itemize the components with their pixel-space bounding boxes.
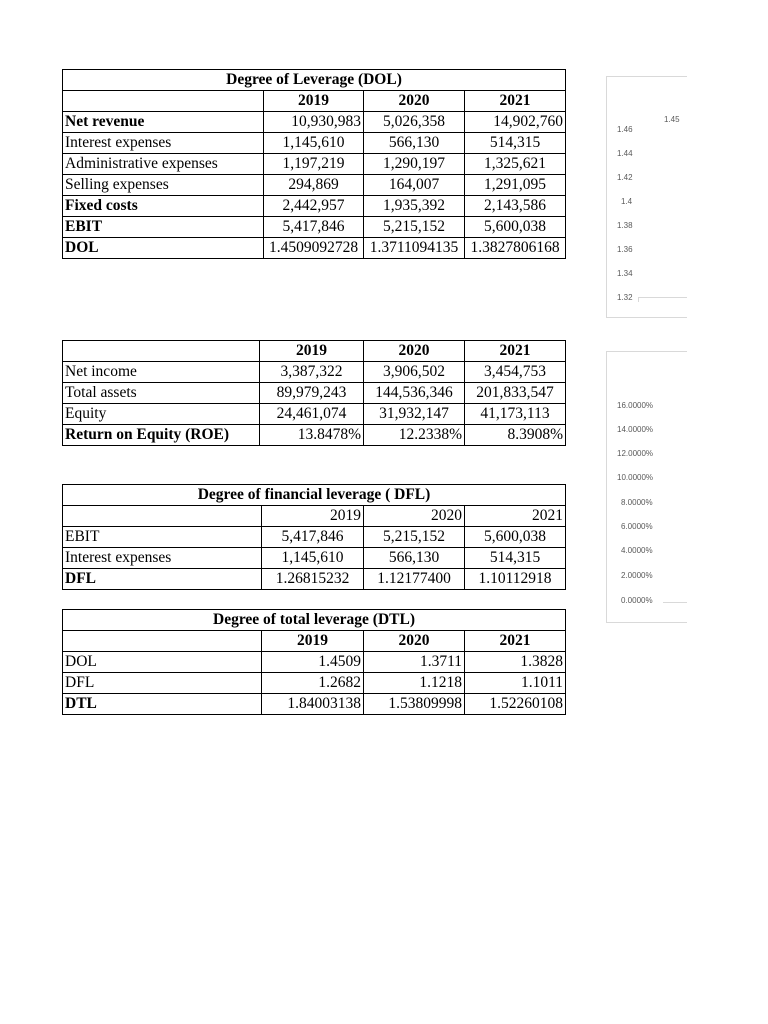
cell-value: 2,143,586 <box>465 196 566 217</box>
table-row <box>63 238 566 259</box>
dol-header-blank <box>63 91 264 112</box>
y-tick-label: 12.0000% <box>617 449 654 458</box>
cell-value: 31,932,147 <box>364 404 465 425</box>
cell-value: 5,215,152 <box>364 527 465 548</box>
dol-title-row <box>63 70 566 91</box>
cell-value: 24,461,074 <box>260 404 364 425</box>
dfl-header-row <box>63 506 566 527</box>
cell-value: 1.1011 <box>465 673 566 694</box>
dol-table <box>62 69 566 259</box>
cell-value: 1.3711094135 <box>364 238 465 259</box>
row-label: Total assets <box>63 383 260 404</box>
dol-year-2020: 2020 <box>364 91 465 112</box>
table-row <box>63 652 566 673</box>
y-tick-label: 6.0000% <box>621 522 653 531</box>
dfl-year-2021: 2021 <box>465 506 566 527</box>
table-row <box>63 425 566 446</box>
cell-value: 201,833,547 <box>465 383 566 404</box>
row-label: Return on Equity (ROE) <box>63 425 260 446</box>
cell-value: 1.10112918 <box>465 569 566 590</box>
dol-year-2021: 2021 <box>465 91 566 112</box>
y-tick-label: 1.4 <box>621 197 633 206</box>
y-tick-label: 1.36 <box>617 245 633 254</box>
table-row <box>63 548 566 569</box>
dtl-header-blank <box>63 631 262 652</box>
cell-value: 1,197,219 <box>264 154 364 175</box>
cell-value: 14,902,760 <box>465 112 566 133</box>
row-label: Net revenue <box>63 112 264 133</box>
dtl-header-row <box>63 631 566 652</box>
table-row <box>63 154 566 175</box>
y-tick-label: 1.38 <box>617 221 633 230</box>
cell-value: 12.2338% <box>364 425 465 446</box>
dtl-title: Degree of total leverage (DTL) <box>63 610 566 631</box>
y-tick-label: 1.46 <box>617 125 633 134</box>
cell-value: 5,417,846 <box>264 217 364 238</box>
table-row <box>63 196 566 217</box>
cell-value: 13.8478% <box>260 425 364 446</box>
row-label: DOL <box>63 238 264 259</box>
dfl-table <box>62 484 566 590</box>
roe-table <box>62 340 566 446</box>
dtl-title-row <box>63 610 566 631</box>
row-label: Equity <box>63 404 260 425</box>
dfl-year-2020: 2020 <box>364 506 465 527</box>
table-row <box>63 112 566 133</box>
cell-value: 1.4509 <box>262 652 364 673</box>
table-row <box>63 404 566 425</box>
cell-value: 8.3908% <box>465 425 566 446</box>
cell-value: 514,315 <box>465 133 566 154</box>
table-row <box>63 217 566 238</box>
cell-value: 1.3828 <box>465 652 566 673</box>
dol-year-2019: 2019 <box>264 91 364 112</box>
cell-value: 1,935,392 <box>364 196 465 217</box>
cell-value: 5,600,038 <box>465 527 566 548</box>
cell-value: 3,387,322 <box>260 362 364 383</box>
dol-title: Degree of Leverage (DOL) <box>63 70 566 91</box>
dtl-year-2021: 2021 <box>465 631 566 652</box>
row-label: DTL <box>63 694 262 715</box>
row-label: Interest expenses <box>63 133 264 154</box>
table-row <box>63 527 566 548</box>
cell-value: 5,215,152 <box>364 217 465 238</box>
y-tick-label: 14.0000% <box>617 425 654 434</box>
axis-tick <box>638 297 639 302</box>
cell-value: 294,869 <box>264 175 364 196</box>
row-label: DOL <box>63 652 262 673</box>
cell-value: 164,007 <box>364 175 465 196</box>
row-label: Selling expenses <box>63 175 264 196</box>
dfl-title-row <box>63 485 566 506</box>
roe-header-blank <box>63 341 260 362</box>
y-tick-label: 1.42 <box>617 173 633 182</box>
roe-header-row <box>63 341 566 362</box>
dtl-year-2019: 2019 <box>262 631 364 652</box>
y-tick-label: 2.0000% <box>621 571 653 580</box>
cell-value: 3,454,753 <box>465 362 566 383</box>
cell-value: 1.26815232 <box>262 569 364 590</box>
cell-value: 41,173,113 <box>465 404 566 425</box>
cell-value: 1.2682 <box>262 673 364 694</box>
cell-value: 1,325,621 <box>465 154 566 175</box>
cell-value: 1.1218 <box>364 673 465 694</box>
data-label: 1.45 <box>664 115 680 124</box>
roe-year-2019: 2019 <box>260 341 364 362</box>
row-label: DFL <box>63 569 262 590</box>
dfl-header-blank <box>63 506 262 527</box>
x-axis-line <box>638 297 687 298</box>
y-tick-label: 1.44 <box>617 149 633 158</box>
table-row <box>63 362 566 383</box>
cell-value: 5,600,038 <box>465 217 566 238</box>
table-row <box>63 175 566 196</box>
cell-value: 566,130 <box>364 133 465 154</box>
y-tick-label: 1.32 <box>617 293 633 302</box>
cell-value: 566,130 <box>364 548 465 569</box>
table-row <box>63 383 566 404</box>
row-label: Administrative expenses <box>63 154 264 175</box>
dtl-table <box>62 609 566 715</box>
y-tick-label: 1.34 <box>617 269 633 278</box>
cell-value: 5,417,846 <box>262 527 364 548</box>
x-axis-line <box>663 602 687 603</box>
cell-value: 3,906,502 <box>364 362 465 383</box>
cell-value: 1.3827806168 <box>465 238 566 259</box>
cell-value: 5,026,358 <box>364 112 465 133</box>
table-row <box>63 569 566 590</box>
y-tick-label: 0.0000% <box>621 596 653 605</box>
roe-year-2021: 2021 <box>465 341 566 362</box>
cell-value: 10,930,983 <box>264 112 364 133</box>
row-label: EBIT <box>63 217 264 238</box>
cell-value: 1.12177400 <box>364 569 465 590</box>
cell-value: 1,290,197 <box>364 154 465 175</box>
cell-value: 514,315 <box>465 548 566 569</box>
cell-value: 1,145,610 <box>262 548 364 569</box>
y-tick-label: 10.0000% <box>617 473 654 482</box>
cell-value: 1.52260108 <box>465 694 566 715</box>
dfl-year-2019: 2019 <box>262 506 364 527</box>
y-tick-label: 16.0000% <box>617 401 654 410</box>
y-tick-label: 8.0000% <box>621 498 653 507</box>
table-row <box>63 673 566 694</box>
row-label: DFL <box>63 673 262 694</box>
roe-year-2020: 2020 <box>364 341 465 362</box>
row-label: EBIT <box>63 527 262 548</box>
cell-value: 1.3711 <box>364 652 465 673</box>
dtl-year-2020: 2020 <box>364 631 465 652</box>
dfl-title: Degree of financial leverage ( DFL) <box>63 485 566 506</box>
cell-value: 1.84003138 <box>262 694 364 715</box>
cell-value: 2,442,957 <box>264 196 364 217</box>
row-label: Fixed costs <box>63 196 264 217</box>
row-label: Interest expenses <box>63 548 262 569</box>
cell-value: 1.53809998 <box>364 694 465 715</box>
y-tick-label: 4.0000% <box>621 546 653 555</box>
cell-value: 1,291,095 <box>465 175 566 196</box>
cell-value: 1,145,610 <box>264 133 364 154</box>
dol-chart[interactable] <box>606 76 687 318</box>
table-row <box>63 694 566 715</box>
cell-value: 1.4509092728 <box>264 238 364 259</box>
table-row <box>63 133 566 154</box>
cell-value: 144,536,346 <box>364 383 465 404</box>
dol-header-row <box>63 91 566 112</box>
cell-value: 89,979,243 <box>260 383 364 404</box>
roe-chart[interactable] <box>606 351 687 623</box>
row-label: Net income <box>63 362 260 383</box>
